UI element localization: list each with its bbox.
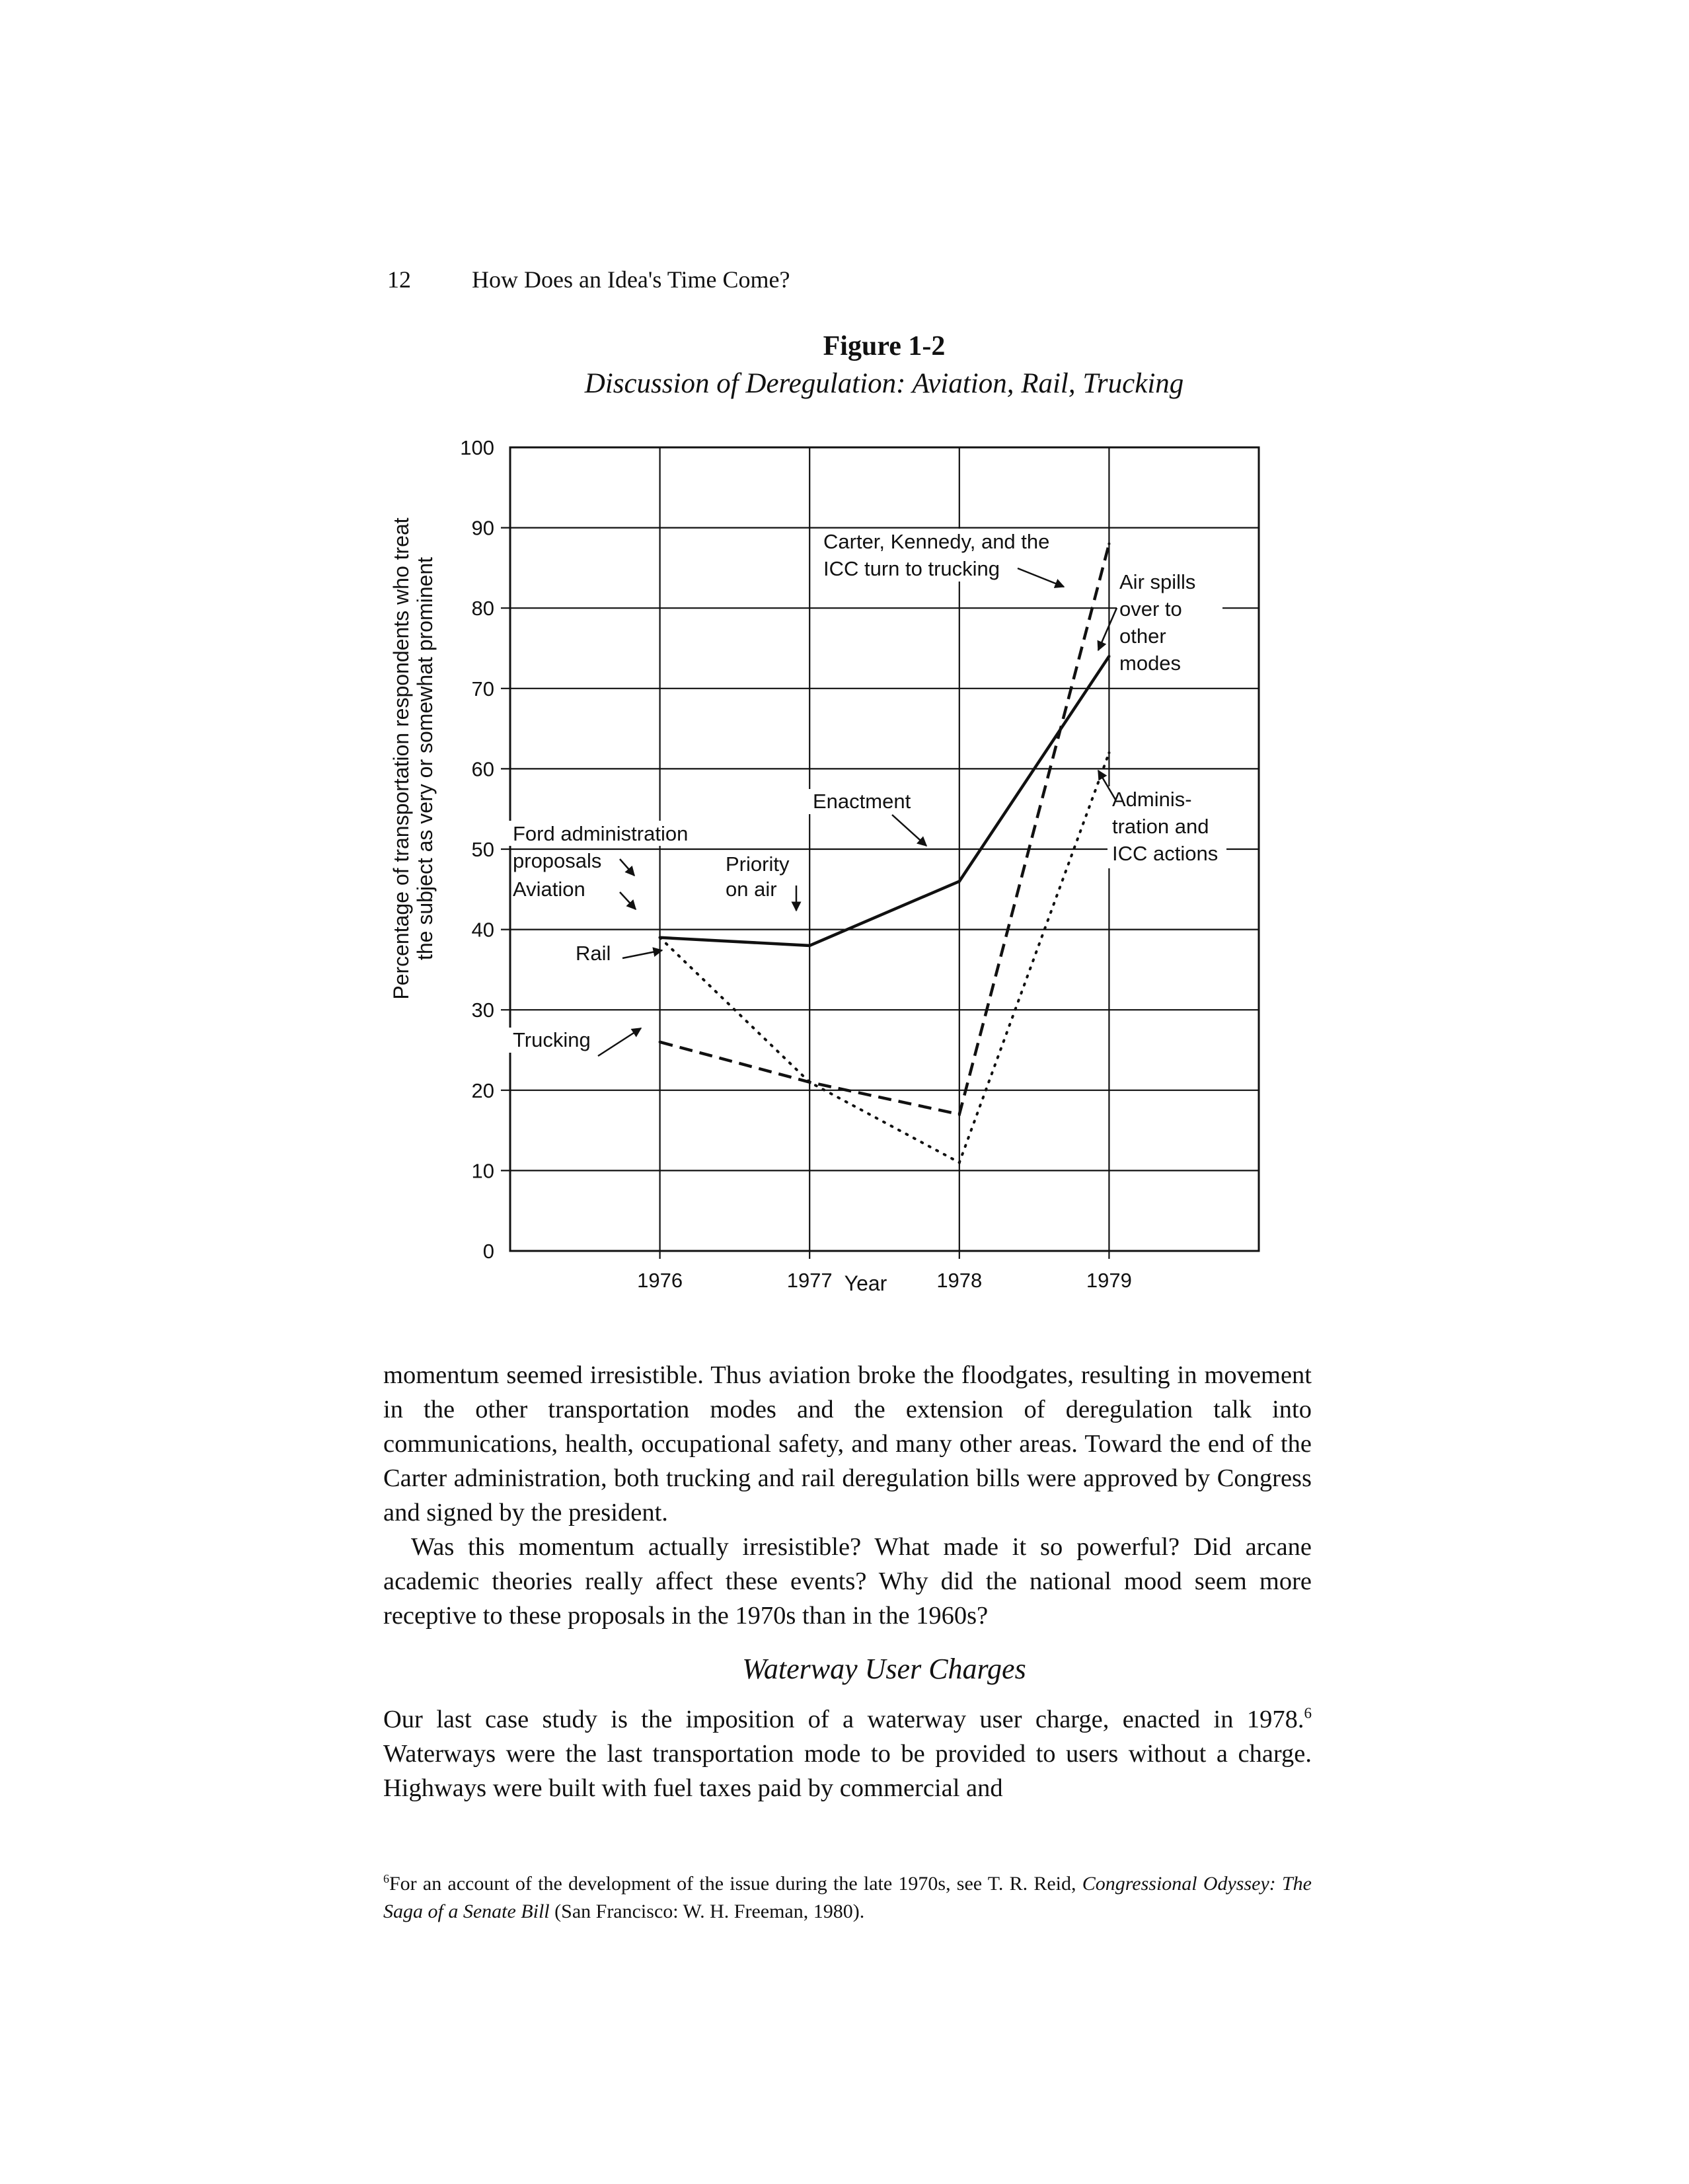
- footnote-marker: 6: [383, 1872, 389, 1885]
- annotation-admin-line2: tration and: [1112, 815, 1209, 838]
- annotation-rail: Rail: [576, 942, 611, 965]
- section-heading: Waterway User Charges: [742, 1653, 1026, 1685]
- series-line-trucking: [660, 544, 1109, 1114]
- annotation-aviation: Aviation: [513, 878, 585, 901]
- chart-annotations: [509, 529, 1226, 1053]
- annotation-carter-line1: Carter, Kennedy, and the: [823, 530, 1050, 553]
- arrow-air-spills: [1098, 608, 1117, 650]
- x-tick-label: 1978: [936, 1269, 983, 1292]
- data-point-rail: [1107, 751, 1110, 754]
- data-point-rail: [958, 1161, 961, 1164]
- y-tick-label: 60: [471, 757, 494, 781]
- page-number: 12: [387, 266, 411, 293]
- footnote-book-title: Congressional Odyssey: The Saga of a Senate Bill: [383, 1873, 1312, 1922]
- annotation-trucking: Trucking: [513, 1028, 591, 1051]
- section-paragraph: Our last case study is the imposition of a waterway user charge, enacted in 1978.$^6$ Waterways were the last transportation mode to be provided to users without a charge. Highways were built with fuel taxes paid by commercial and: [383, 1704, 1312, 1802]
- footnote: $^6$For an account of the development of the issue during the late 1970s, see T. R. Reid, Congressional Odyssey: The Saga of a Senate Bill (San Francisco: W. H. Freeman, 1980).: [383, 1872, 1312, 1922]
- figure-title: Discussion of Deregulation: Aviation, Rail, Trucking: [584, 368, 1184, 399]
- y-tick-label: 30: [471, 998, 494, 1022]
- x-tick-label: 1979: [1086, 1269, 1132, 1292]
- footnote-reference: 6: [1304, 1704, 1312, 1722]
- annotation-air-line2: over to: [1119, 597, 1182, 621]
- y-tick-label: 40: [471, 918, 494, 942]
- y-tick-label: 100: [460, 436, 494, 459]
- annotation-ford-line1: Ford administration: [513, 822, 689, 845]
- annotation-admin-line3: ICC actions: [1112, 842, 1219, 865]
- annotation-air-line4: modes: [1119, 652, 1182, 675]
- y-tick-label: 90: [471, 516, 494, 540]
- y-axis-label-line1: Percentage of transportation respondents who treat: [389, 517, 413, 1000]
- y-tick-label: 10: [471, 1159, 494, 1183]
- y-tick-label: 80: [471, 597, 494, 621]
- annotation-air-line3: other: [1119, 624, 1166, 648]
- y-tick-label: 70: [471, 677, 494, 700]
- x-axis-label: Year: [844, 1271, 887, 1295]
- arrow-rail: [622, 950, 662, 958]
- data-point-rail: [659, 936, 661, 939]
- y-axis-label-line2: the subject as very or somewhat prominent: [413, 556, 437, 961]
- arrow-aviation: [620, 892, 636, 909]
- series-line-rail: [660, 753, 1109, 1162]
- data-point-trucking: [659, 1041, 661, 1043]
- data-point-aviation: [958, 880, 961, 883]
- y-tick-label: 20: [471, 1078, 494, 1102]
- annotation-air-line1: Air spills: [1119, 570, 1196, 593]
- annotation-priority-line1: Priority: [726, 852, 790, 876]
- arrow-enactment: [892, 815, 926, 846]
- y-tick-label: 0: [482, 1240, 494, 1263]
- y-tick-label: 50: [471, 838, 494, 861]
- body-paragraph: Was this momentum actually irresistible? What made it so powerful? Did arcane academic theories really affect these events? Why did the national mood seem more receptive to these proposals in the 1970s than in the 1960s?: [383, 1533, 1312, 1630]
- data-point-trucking: [808, 1081, 811, 1084]
- arrow-admin: [1098, 771, 1115, 800]
- annotation-enactment: Enactment: [813, 790, 911, 813]
- section-text: [383, 1702, 1312, 1805]
- data-point-trucking: [1107, 543, 1110, 545]
- x-tick-label: 1977: [786, 1269, 833, 1292]
- annotation-ford-line2: proposals: [513, 849, 602, 872]
- data-point-aviation: [1107, 655, 1110, 658]
- figure-number: Figure 1-2: [823, 331, 946, 361]
- x-tick-label: 1976: [637, 1269, 683, 1292]
- annotation-admin-line1: Adminis-: [1112, 788, 1192, 811]
- annotation-priority-line2: on air: [726, 878, 777, 901]
- data-point-aviation: [808, 944, 811, 947]
- arrow-trucking: [598, 1028, 641, 1056]
- running-head-title: How Does an Idea's Time Come?: [472, 266, 790, 293]
- body-text: [383, 1358, 1312, 1633]
- arrow-proposals: [620, 859, 634, 876]
- annotation-carter-line2: ICC turn to trucking: [823, 557, 1000, 580]
- body-paragraph: momentum seemed irresistible. Thus aviation broke the floodgates, resulting in movement in the other transportation modes and the extension of deregulation talk into communications, health, occupational safety, and many other areas. Toward the end of the Carter administration, both trucking and rail deregulation bills were approved by Congress and signed by the president.: [383, 1361, 1312, 1526]
- data-point-trucking: [958, 1113, 961, 1115]
